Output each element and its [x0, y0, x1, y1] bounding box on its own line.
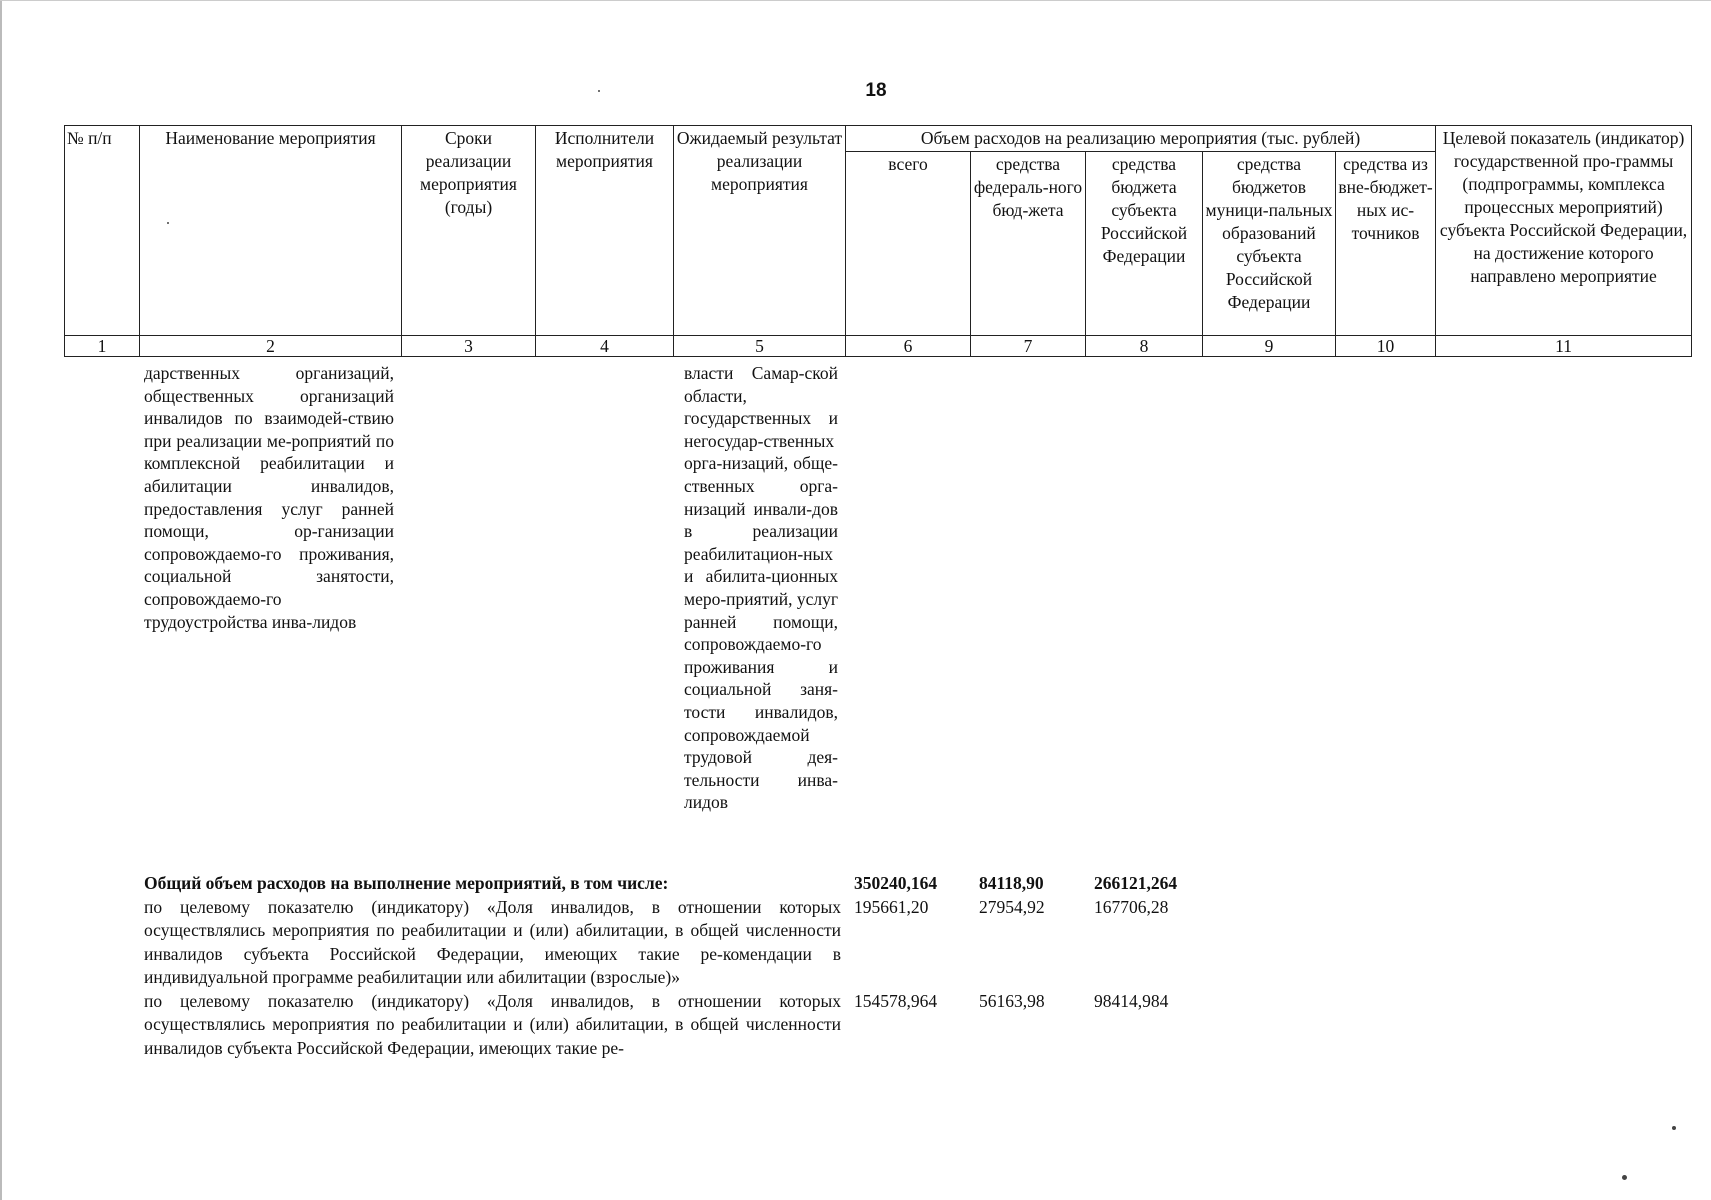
subject-value: 98414,984: [1094, 990, 1169, 1011]
page-number: 18: [865, 80, 887, 101]
column-number: 9: [1203, 336, 1336, 357]
column-number: 7: [971, 336, 1086, 357]
subject-value: 266121,264: [1094, 873, 1178, 893]
header-subject: средства бюджета субъекта Российской Федерации: [1086, 152, 1203, 336]
header-extrabudget: средства из вне-бюджет-ных ис-точников: [1336, 152, 1436, 336]
scan-edge: [0, 0, 2, 1200]
header-result: Ожидаемый результат реализации мероприятия: [674, 126, 846, 336]
column-number: 8: [1086, 336, 1203, 357]
federal-value: 56163,98: [979, 990, 1045, 1011]
column-number: 2: [140, 336, 402, 357]
column-number: 4: [536, 336, 674, 357]
header-terms: Сроки реализации мероприятия (годы): [402, 126, 536, 336]
total-value: 154578,964: [854, 990, 938, 1011]
federal-value: 84118,90: [979, 873, 1044, 893]
total-label: Общий объем расходов на выполнение мероприятий, в том числе:: [144, 873, 669, 893]
column-number: 6: [846, 336, 971, 357]
total-value: 350240,164: [854, 873, 938, 893]
expected-result-continuation: власти Самар-ской области, государственных и негосудар-ственных орга-низаций, обще-ственных орга-низаций инвали-дов в реализации реабилитацион-ных и абилита-ционных меро-приятий, услуг ранней помощи, сопровождаемо-го проживания и социальной заня-тости инвалидов, сопровождаемой трудовой дея-тельности инва-лидов: [684, 363, 839, 813]
column-numbers-row: [65, 336, 1692, 357]
indicator-row: [144, 990, 1169, 1061]
scan-speck: [598, 90, 600, 92]
indicator-row: [144, 896, 1169, 990]
header-total: всего: [846, 152, 971, 336]
header-num: № п/п: [65, 126, 140, 336]
column-number: 5: [674, 336, 846, 357]
column-number: 10: [1336, 336, 1436, 357]
federal-value: 27954,92: [979, 896, 1045, 917]
header-executors: Исполнители мероприятия: [536, 126, 674, 336]
header-expenses-group: Объем расходов на реализацию мероприятия (тыс. рублей): [846, 126, 1436, 152]
header-municipal: средства бюджетов муници-пальных образований субъекта Российской Федерации: [1203, 152, 1336, 336]
header-federal: средства федераль-ного бюд-жета: [971, 152, 1086, 336]
subject-value: 167706,28: [1094, 896, 1169, 917]
column-number: 3: [402, 336, 536, 357]
column-number: 1: [65, 336, 140, 357]
header-target: Целевой показатель (индикатор) государственной про-граммы (подпрограммы, комплекса процессных мероприятий) субъекта Российской Федерации, на достижение которого направлено мероприятие: [1436, 126, 1692, 336]
indicator-label: по целевому показателю (индикатору) «Доля инвалидов, в отношении которых осуществлялись мероприятия по реабилитации и (или) абилитации, в общей численности инвалидов субъекта Российской Федерации, имеющих такие ре-комендации в индивидуальной программе реабилитации или абилитации (взрослые)»: [144, 896, 841, 987]
measure-name-continuation: дарственных организаций, общественных организаций инвалидов по взаимодей-ствию при реализации ме-роприятий по комплексной реабилитации и абилитации инвалидов, предоставления услуг ранней помощи, ор-ганизации сопровождаемо-го проживания, социальной занятости, сопровождаемо-го трудоустройства инва-лидов: [144, 363, 394, 632]
expenses-table-header: [64, 125, 1692, 357]
scan-speck: [1622, 1175, 1627, 1180]
scan-edge: [0, 0, 1711, 1]
grand-total-row: [144, 872, 1178, 896]
total-value: 195661,20: [854, 896, 929, 917]
scan-speck: [167, 222, 169, 224]
header-name: Наименование мероприятия: [140, 126, 402, 336]
totals-block: [144, 872, 1178, 1060]
scan-speck: [1672, 1126, 1676, 1130]
column-number: 11: [1436, 336, 1692, 357]
indicator-label: по целевому показателю (индикатору) «Доля инвалидов, в отношении которых осуществлялись мероприятия по реабилитации и (или) абилитации, в общей численности инвалидов субъекта Российской Федерации, имеющих такие ре-: [144, 990, 841, 1058]
